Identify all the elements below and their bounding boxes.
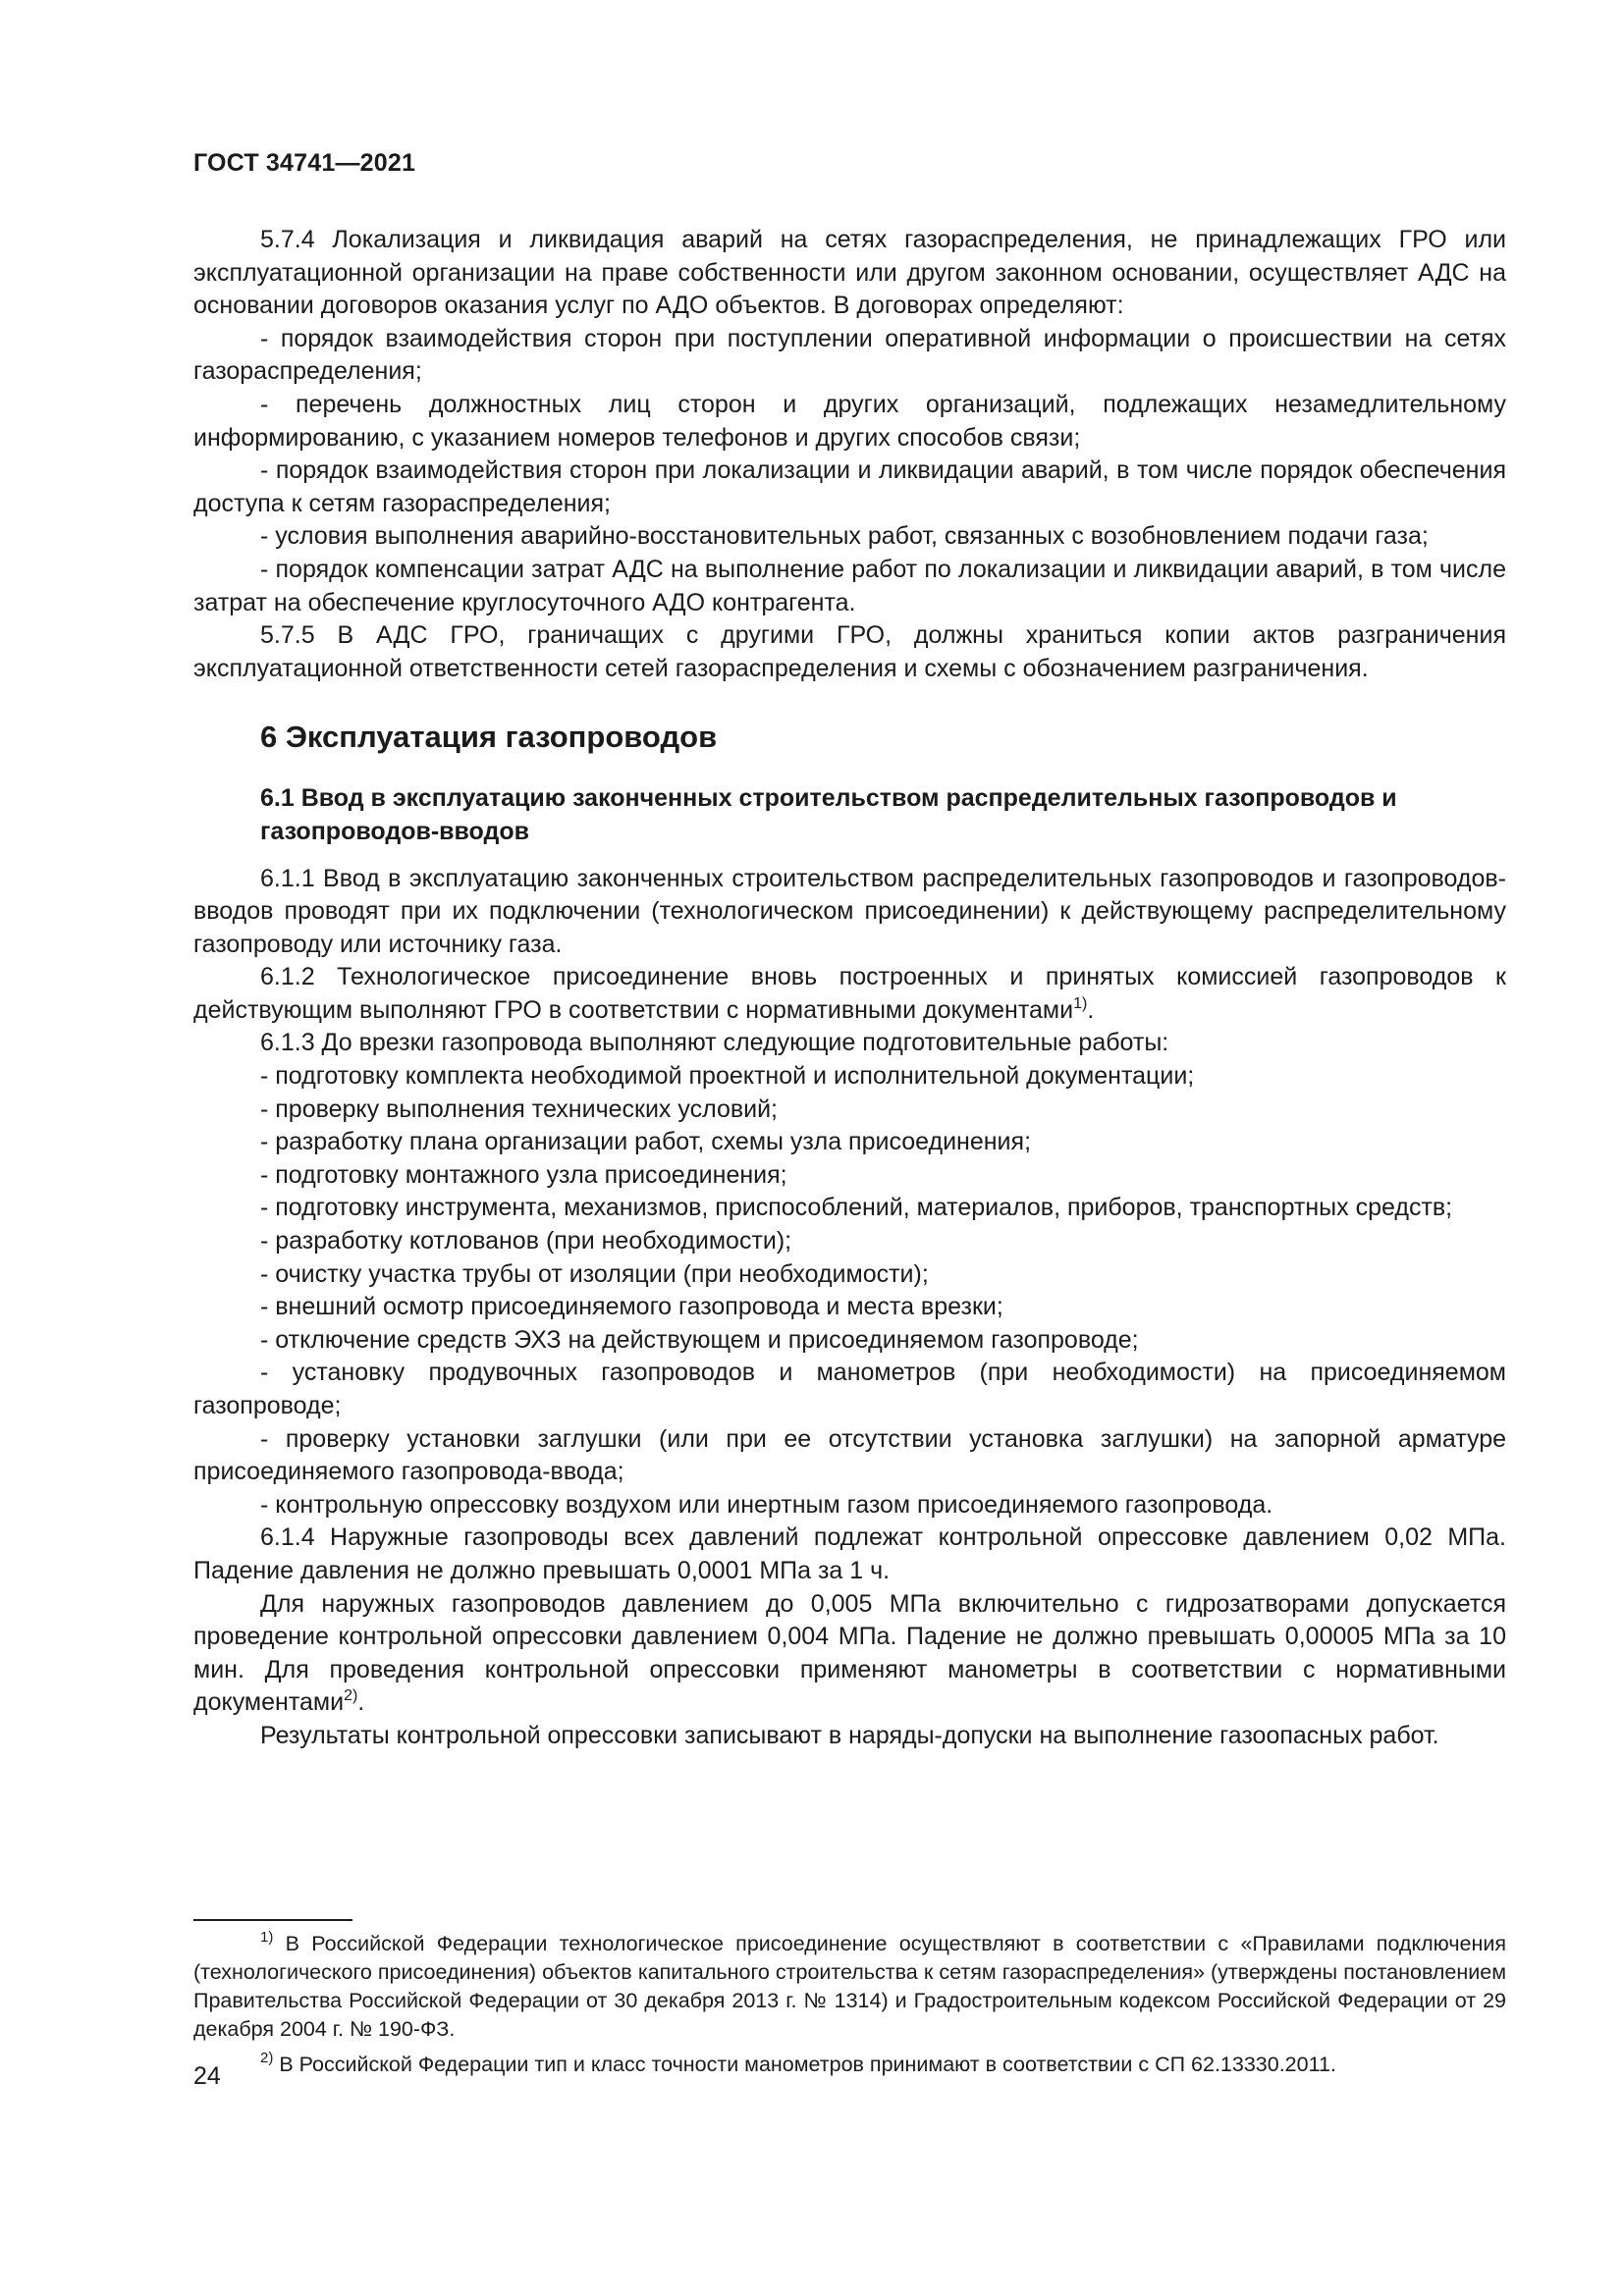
list-item: - порядок взаимодействия сторон при локализации и ликвидации аварий, в том числе порядок обеспечения доступа к сетям газораспределения; xyxy=(193,456,1506,517)
paragraph-6-1-2-text: 6.1.2 Технологическое присоединение вновь построенных и принятых комиссией газопроводов к действующим выполняют ГРО в соответствии с нормативными документами xyxy=(193,963,1506,1024)
paragraph-5-7-4: 5.7.4 Локализация и ликвидация аварий на сетях газораспределения, не принадлежащих ГРО или эксплуатационной организации на праве собственности или другом законном основании, осуществляет АДС на основании договоров оказания услуг по АДО объектов. В договорах определяют: xyxy=(193,226,1506,320)
paragraph-6-1-2-end: . xyxy=(1087,995,1095,1024)
footnotes xyxy=(193,1930,1506,2079)
footnote-ref-2[interactable]: 2) xyxy=(344,1687,358,1705)
list-item: - порядок компенсации затрат АДС на выполнение работ по локализации и ликвидации аварий, в том числе затрат на обеспечение круглосуточного АДО контрагента. xyxy=(193,555,1506,616)
paragraph-6-1-4-b xyxy=(193,1588,1506,1720)
footnote-ref-1[interactable]: 1) xyxy=(1073,994,1088,1012)
list-item: - проверку выполнения технических условий; xyxy=(260,1095,779,1123)
section-title: 6 Эксплуатация газопроводов xyxy=(260,720,718,755)
footnote-2-text: В Российской Федерации тип и класс точности манометров принимают в соответствии с СП 62.13330.2011. xyxy=(273,2053,1336,2076)
paragraph-6-1-4: 6.1.4 Наружные газопроводы всех давлений подлежат контрольной опрессовке давлением 0,02 МПа. Падение давления не должно превышать 0,0001 МПа за 1 ч. xyxy=(193,1523,1506,1584)
paragraph-6-1-1: 6.1.1 Ввод в эксплуатацию законченных строительством распределительных газопроводов и газопроводов-вводов проводят при их подключении (технологическом присоединении) к действующему распределительному газопроводу или источнику газа. xyxy=(193,864,1506,958)
list-item: - порядок взаимодействия сторон при поступлении оперативной информации о происшествии на сетях газораспределения; xyxy=(193,324,1506,386)
list-item: - подготовку монтажного узла присоединения; xyxy=(260,1160,787,1189)
list-item: - условия выполнения аварийно-восстановительных работ, связанных с возобновлением подачи газа; xyxy=(260,522,1429,551)
list-item: - установку продувочных газопроводов и манометров (при необходимости) на присоединяемом газопроводе; xyxy=(193,1359,1506,1419)
footnote-mark-2: 2) xyxy=(260,2050,274,2066)
list-item: - очистку участка трубы от изоляции (при необходимости); xyxy=(260,1259,929,1288)
footnote-2 xyxy=(193,2051,1506,2079)
footnote-1 xyxy=(193,1930,1506,2044)
page-number: 24 xyxy=(193,2062,221,2090)
list-item: - отключение средств ЭХЗ на действующем и присоединяемом газопроводе; xyxy=(260,1325,1139,1354)
list-item: - подготовку комплекта необходимой проектной и исполнительной документации; xyxy=(260,1062,1195,1091)
document-code-header: ГОСТ 34741—2021 xyxy=(193,149,416,177)
body-text xyxy=(193,224,1506,1753)
footnote-mark-1: 1) xyxy=(260,1929,274,1946)
list-item: - проверку установки заглушки (или при ее отсутствии установка заглушки) на запорной арматуре присоединяемого газопровода-ввода; xyxy=(193,1424,1506,1486)
footnote-1-text: В Российской Федерации технологическое присоединение осуществляют в соответствии с «Правилами подключения (технологического присоединения) объектов капитального строительства к сетям газораспределения» (утверждены постановлением Правительства Российской Федерации от 30 декабря 2013 г. № 1314) и Градостроительным кодексом Российской Федерации от 29 декабря 2004 г. № 190-ФЗ. xyxy=(193,1932,1506,2041)
footnote-divider xyxy=(193,1919,352,1921)
paragraph-5-7-5: 5.7.5 В АДС ГРО, граничащих с другими ГРО, должны храниться копии актов разграничения эксплуатационной ответственности сетей газораспределения и схемы с обозначением разграничения. xyxy=(193,621,1506,682)
paragraph-6-1-4-b-end: . xyxy=(357,1688,365,1717)
paragraph-6-1-4-c: Результаты контрольной опрессовки записывают в наряды-допуски на выполнение газоопасных работ. xyxy=(260,1721,1439,1749)
list-item: - контрольную опрессовку воздухом или инертным газом присоединяемого газопровода. xyxy=(260,1490,1273,1519)
paragraph-6-1-3: 6.1.3 До врезки газопровода выполняют следующие подготовительные работы: xyxy=(260,1029,1169,1057)
list-item: - разработку котлованов (при необходимости); xyxy=(260,1227,792,1255)
list-item: - разработку плана организации работ, схемы узла присоединения; xyxy=(260,1128,1032,1156)
list-item: - перечень должностных лиц сторон и других организаций, подлежащих незамедлительному информированию, с указанием номеров телефонов и других способов связи; xyxy=(193,390,1506,452)
list-item: - внешний осмотр присоединяемого газопровода и места врезки; xyxy=(260,1293,1003,1321)
subsection-title: 6.1 Ввод в эксплуатацию законченных строительством распределительных газопроводов и газопроводов-вводов xyxy=(260,784,1397,845)
paragraph-6-1-4-b-text: Для наружных газопроводов давлением до 0,005 МПа включительно с гидрозатворами допускается проведение контрольной опрессовки давлением 0,004 МПа. Падение не должно превышать 0,00005 МПа за 10 мин. Для проведения контрольной опрессовки применяют манометры в соответствии с нормативными документами xyxy=(193,1589,1506,1717)
list-item: - подготовку инструмента, механизмов, приспособлений, материалов, приборов, транспортных средств; xyxy=(260,1194,1453,1222)
paragraph-6-1-2 xyxy=(193,961,1506,1027)
